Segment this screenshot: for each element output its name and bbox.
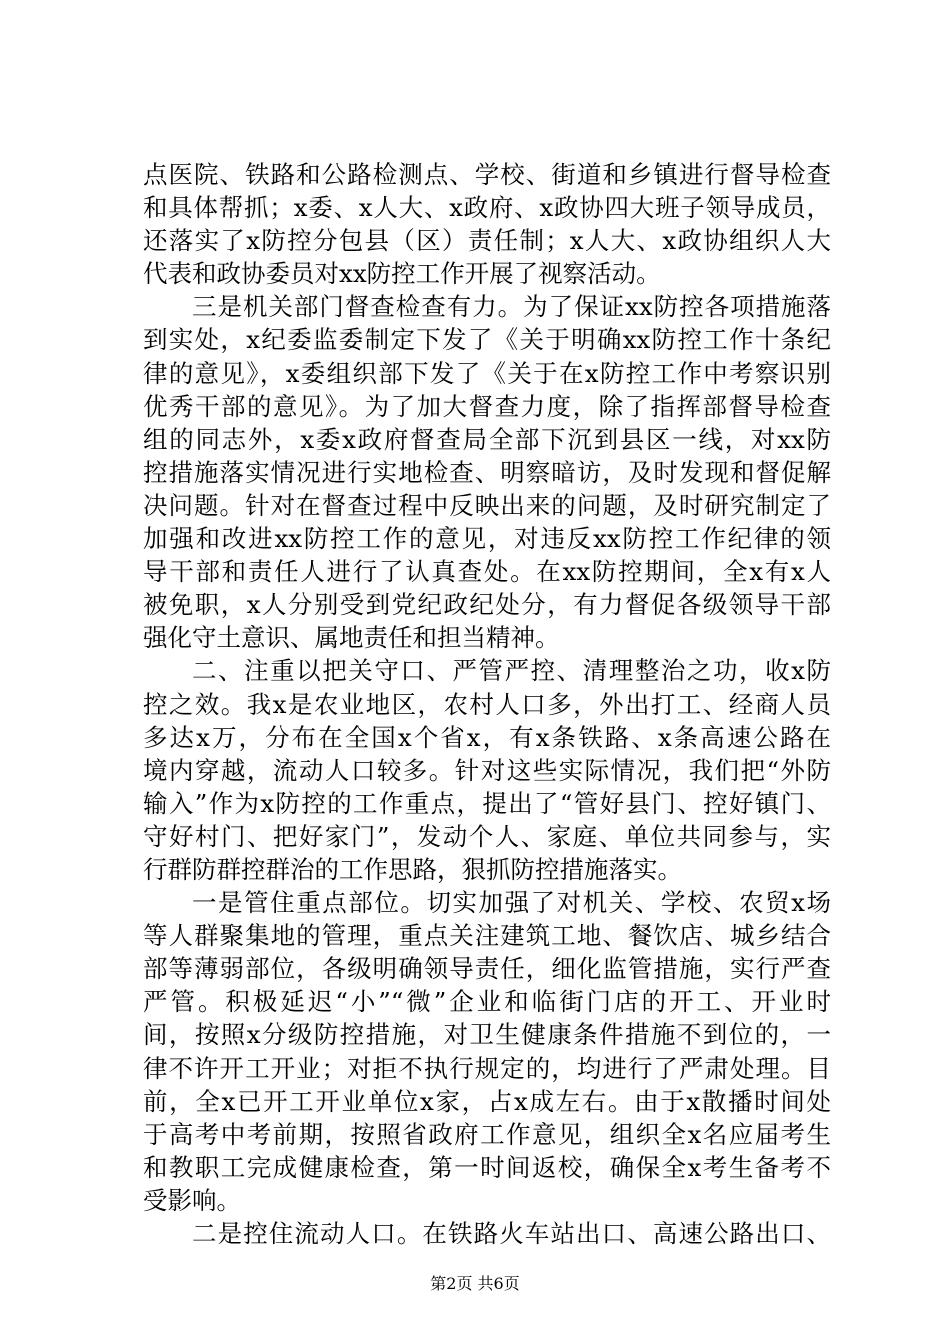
text-line: 律的意见》，x委组织部下发了《关于在x防控工作中考察识别 (143, 358, 831, 388)
paragraph (143, 886, 831, 1217)
text-line: 决问题。针对在督查过程中反映出来的问题，及时研究制定了 (143, 490, 831, 520)
text-line: 控措施落实情况进行实地检查、明察暗访，及时发现和督促解 (143, 457, 831, 487)
paragraph (143, 158, 831, 290)
text-line: 和教职工完成健康检查，第一时间返校，确保全x考生备考不 (143, 1152, 831, 1182)
page-number: 第2页 共6页 (430, 1274, 520, 1293)
paragraph (143, 654, 831, 886)
text-line: 行群防群控群治的工作思路，狠抓防控措施落实。 (143, 854, 682, 884)
text-line: 严管。积极延迟“小”“微”企业和临街门店的开工、开业时 (143, 987, 831, 1017)
text-line: 间，按照x分级防控措施，对卫生健康条件措施不到位的，一 (143, 1020, 831, 1050)
text-line: 控之效。我x是农业地区，农村人口多，外出打工、经商人员 (143, 689, 831, 719)
text-line: 加强和改进xx防控工作的意见，对违反xx防控工作纪律的领 (143, 524, 831, 554)
text-line: 前，全x已开工开业单位x家，占x成左右。由于x散播时间处 (143, 1086, 831, 1116)
text-line: 二、注重以把关守口、严管严控、清理整治之功，收x防 (192, 656, 831, 686)
text-line: 受影响。 (143, 1185, 241, 1215)
paragraph (143, 290, 831, 654)
text-line: 和具体帮抓；x委、x人大、x政府、x政协四大班子领导成员， (143, 193, 831, 223)
text-line: 导干部和责任人进行了认真查处。在xx防控期间，全x有x人 (143, 557, 831, 587)
text-line: 被免职，x人分别受到党纪政纪处分，有力督促各级领导干部 (143, 590, 831, 620)
text-line: 到实处，x纪委监委制定下发了《关于明确xx防控工作十条纪 (143, 325, 831, 355)
text-line: 组的同志外，x委x政府督查局全部下沉到县区一线，对xx防 (143, 424, 831, 454)
text-line: 守好村门、把好家门”，发动个人、家庭、单位共同参与，实 (143, 821, 831, 851)
text-line: 代表和政协委员对xx防控工作开展了视察活动。 (143, 259, 661, 289)
text-line: 输入”作为x防控的工作重点，提出了“管好县门、控好镇门、 (143, 788, 831, 818)
document-body (143, 158, 831, 1250)
text-line: 律不许开工开业；对拒不执行规定的，均进行了严肃处理。目 (143, 1053, 831, 1083)
text-line: 于高考中考前期，按照省政府工作意见，组织全x名应届考生 (143, 1119, 831, 1149)
page-footer (0, 1274, 950, 1294)
text-line: 等人群聚集地的管理，重点关注建筑工地、餐饮店、城乡结合 (143, 921, 831, 951)
text-line: 二是控住流动人口。在铁路火车站出口、高速公路出口、 (192, 1219, 831, 1248)
text-line: 多达x万，分布在全国x个省x，有x条铁路、x条高速公路在 (143, 722, 831, 752)
paragraph (143, 1217, 831, 1250)
text-line: 点医院、铁路和公路检测点、学校、街道和乡镇进行督导检查 (143, 160, 831, 189)
text-line: 部等薄弱部位，各级明确领导责任，细化监管措施，实行严查 (143, 954, 831, 984)
text-line: 还落实了x防控分包县（区）责任制；x人大、x政协组织人大 (143, 226, 831, 256)
text-line: 境内穿越，流动人口较多。针对这些实际情况，我们把“外防 (143, 755, 831, 785)
text-line: 优秀干部的意见》。为了加大督查力度，除了指挥部督导检查 (143, 391, 831, 421)
text-line: 一是管住重点部位。切实加强了对机关、学校、农贸x场 (192, 888, 831, 918)
text-line: 强化守土意识、属地责任和担当精神。 (143, 623, 560, 653)
text-line: 三是机关部门督查检查有力。为了保证xx防控各项措施落 (192, 292, 831, 322)
